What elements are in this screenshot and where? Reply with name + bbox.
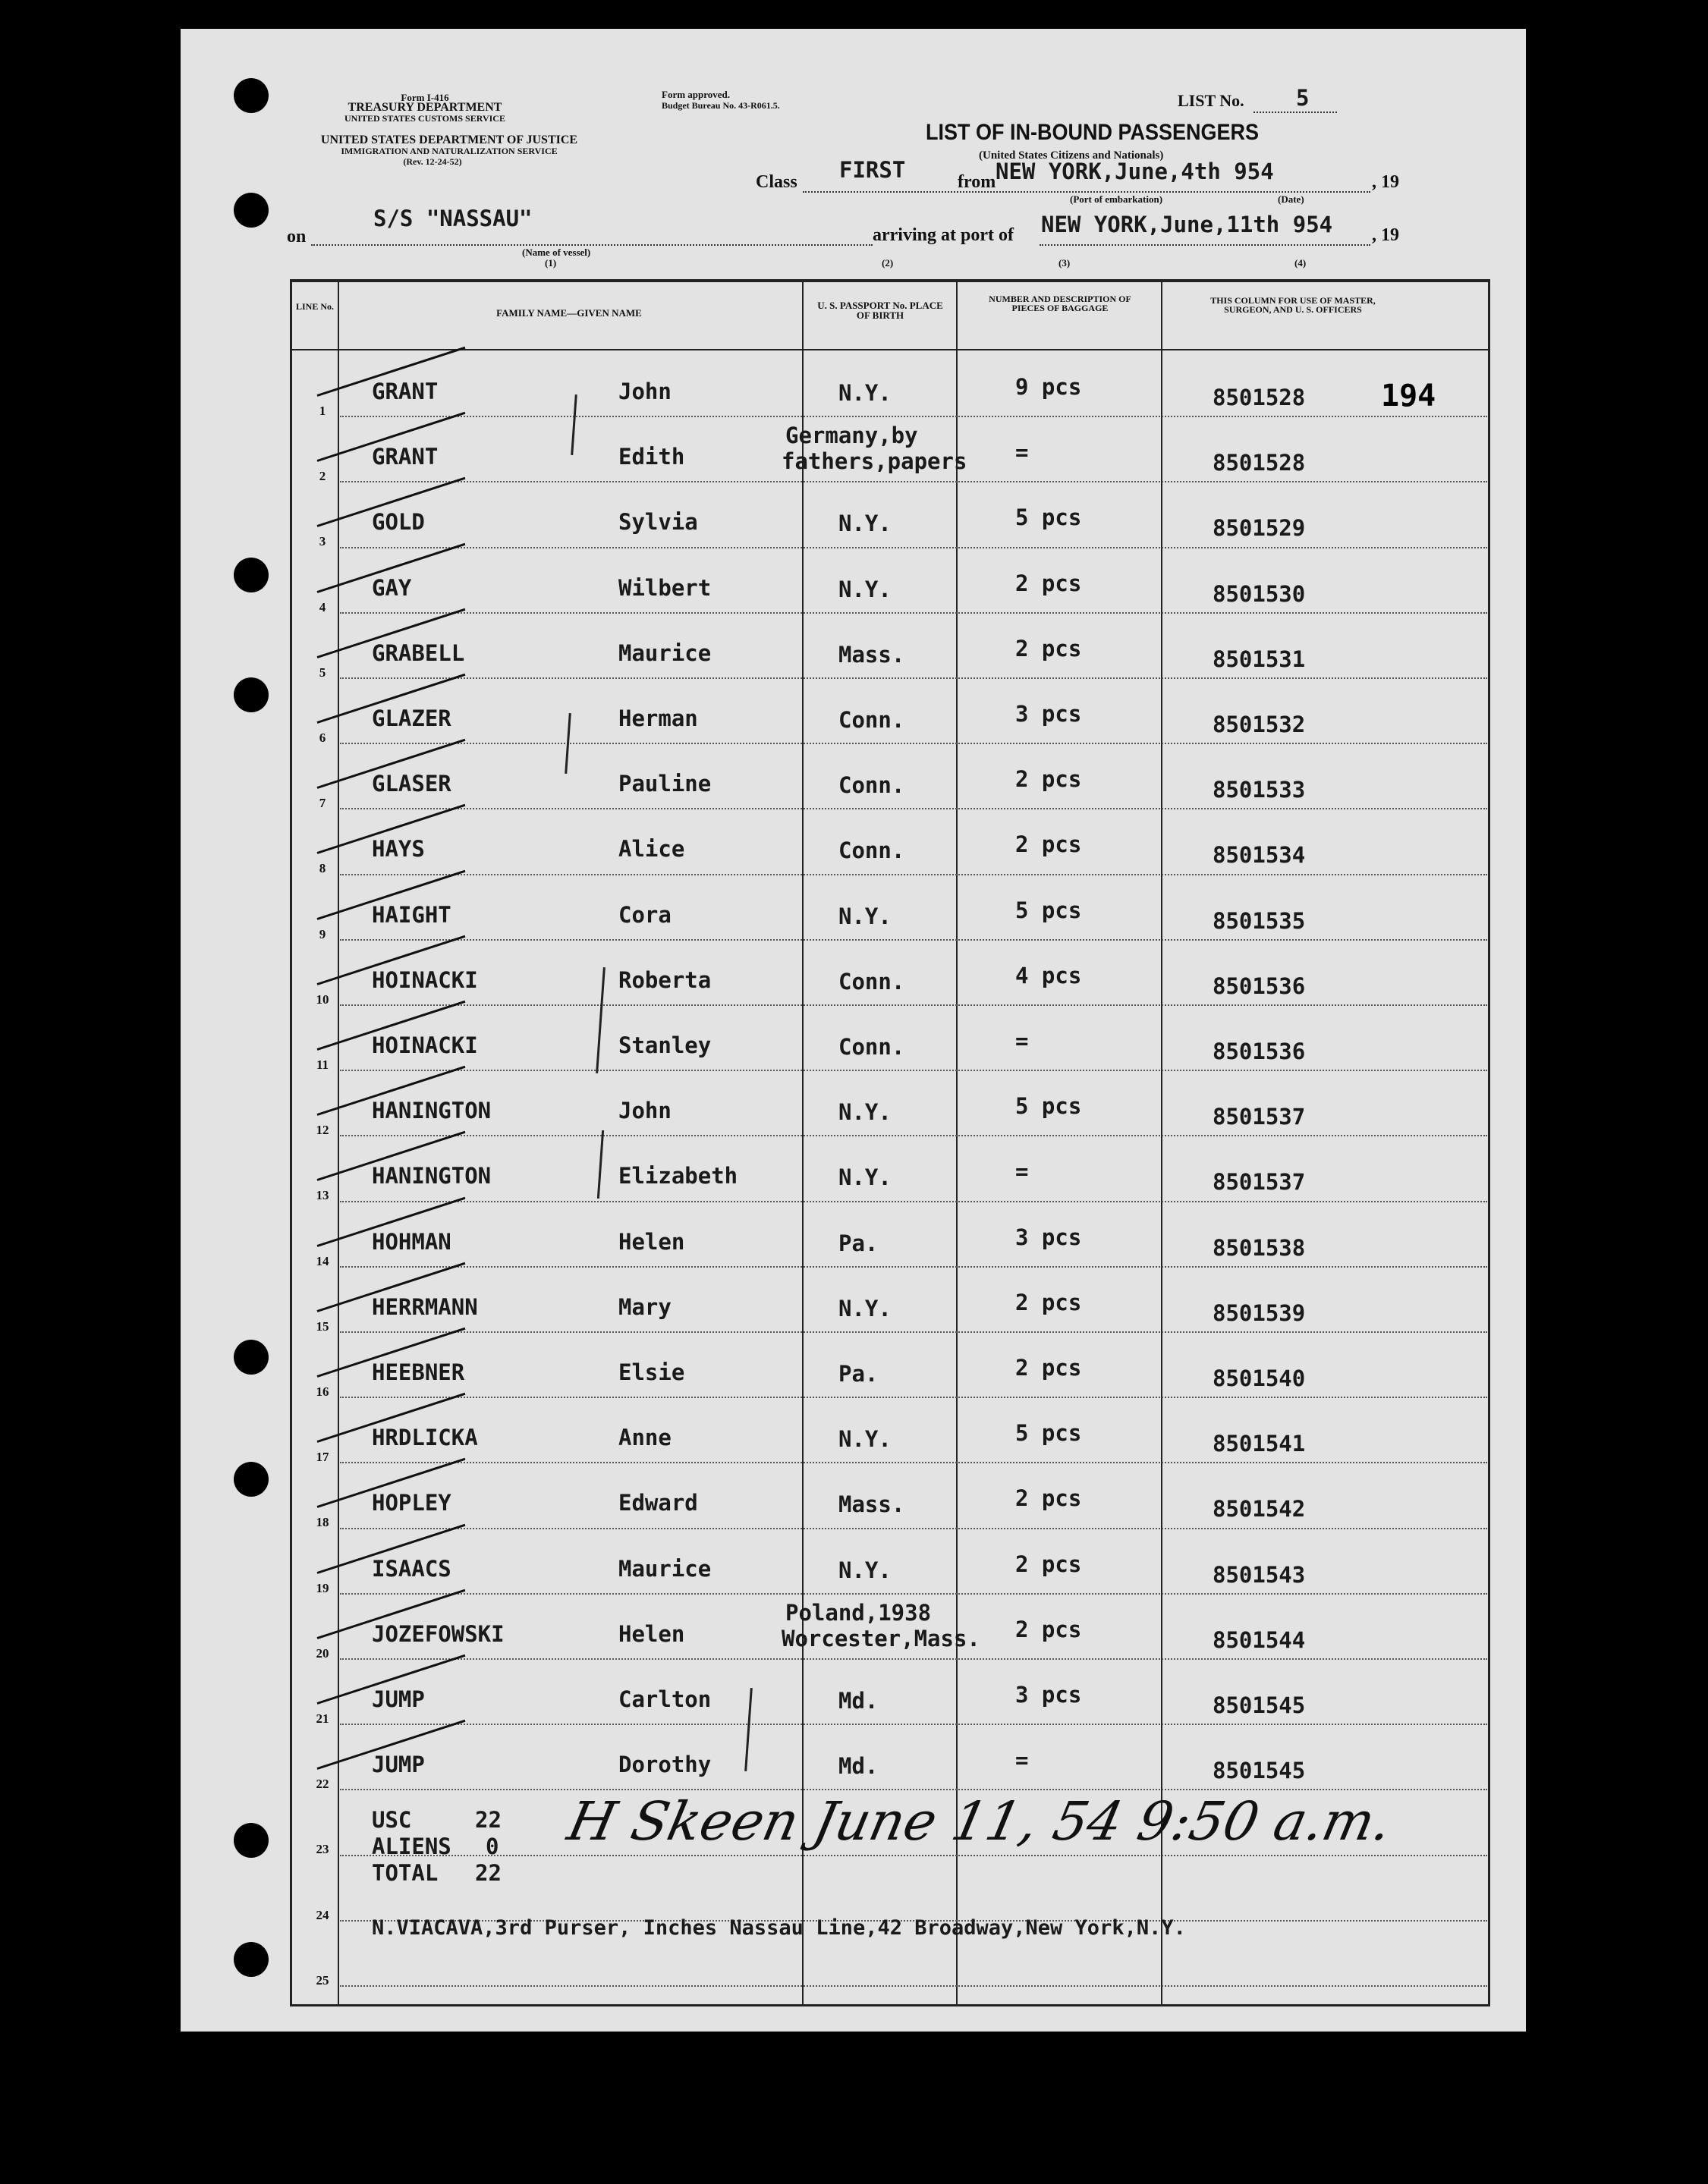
column-divider-baggage <box>956 279 958 2006</box>
family-name: HOPLEY <box>372 1490 451 1516</box>
given-name: Sylvia <box>618 509 698 535</box>
officer-code: 8501533 <box>1213 777 1306 803</box>
place-of-birth-line-2: Worcester,Mass. <box>782 1626 980 1651</box>
document-subtitle: (United States Citizens and Nationals) <box>979 149 1164 162</box>
given-name: Helen <box>618 1229 685 1255</box>
baggage-count: 2 pcs <box>1015 1290 1082 1315</box>
officer-code: 8501536 <box>1213 973 1306 999</box>
given-name: Roberta <box>618 967 712 993</box>
totals-aliens-label: ALIENS <box>372 1834 451 1859</box>
officer-code: 8501537 <box>1213 1104 1306 1130</box>
place-of-birth: Pa. <box>838 1230 879 1256</box>
line-number: 2 <box>319 469 326 483</box>
place-of-birth: N.Y. <box>838 1164 892 1190</box>
given-name: Pauline <box>618 771 712 797</box>
row-divider <box>340 481 1487 482</box>
place-of-birth: Conn. <box>838 772 905 798</box>
arriving-label: arriving at port of <box>873 225 1014 245</box>
line-number: 20 <box>316 1646 329 1661</box>
officer-code: 8501530 <box>1213 581 1306 607</box>
baggage-count: 3 pcs <box>1015 1682 1082 1708</box>
year-1: , 19 <box>1372 172 1399 192</box>
table-left-border <box>290 279 292 2006</box>
officer-code: 8501541 <box>1213 1431 1306 1457</box>
line-number: 22 <box>316 1777 329 1791</box>
place-of-birth: Md. <box>838 1688 879 1714</box>
baggage-count: 2 pcs <box>1015 1551 1082 1577</box>
budget-bureau: Budget Bureau No. 43-R061.5. <box>662 100 780 111</box>
department-of-justice: UNITED STATES DEPARTMENT OF JUSTICE <box>320 134 578 146</box>
given-name: Dorothy <box>618 1752 712 1777</box>
on-label: on <box>287 227 307 247</box>
officer-code: 8501545 <box>1213 1758 1306 1783</box>
row-divider <box>340 1658 1487 1660</box>
form-approved: Form approved. <box>662 89 731 100</box>
place-of-birth: Conn. <box>838 969 905 995</box>
baggage-count: 9 pcs <box>1015 374 1082 400</box>
officer-code: 8501537 <box>1213 1169 1306 1195</box>
place-of-birth: Conn. <box>838 1034 905 1060</box>
row-divider <box>340 939 1487 941</box>
list-no-underline <box>1253 112 1337 114</box>
given-name: Herman <box>618 705 698 731</box>
family-name: GLAZER <box>372 705 451 731</box>
line-number: 10 <box>316 992 329 1007</box>
row-divider <box>340 1985 1487 1987</box>
officer-code: 8501542 <box>1213 1496 1306 1522</box>
row-divider <box>340 874 1487 875</box>
officer-code: 8501540 <box>1213 1365 1306 1391</box>
family-name: GAY <box>372 575 412 601</box>
officer-code: 8501539 <box>1213 1300 1306 1326</box>
margin-annotation: 194 <box>1381 379 1436 413</box>
header-bottom-border <box>290 349 1490 350</box>
row-divider <box>340 1331 1487 1333</box>
vessel-name: S/S "NASSAU" <box>373 206 533 231</box>
family-name: JUMP <box>372 1752 425 1777</box>
row-divider <box>340 1528 1487 1529</box>
family-name: GLASER <box>372 771 451 797</box>
column-divider-passport <box>802 279 804 2006</box>
line-number: 3 <box>319 534 326 548</box>
class-label: Class <box>756 172 797 192</box>
totals-usc-value: 22 <box>475 1807 502 1833</box>
table-top-border <box>290 279 1490 282</box>
baggage-count: 3 pcs <box>1015 701 1082 727</box>
family-name: HOINACKI <box>372 1032 478 1058</box>
given-name: Maurice <box>618 640 712 666</box>
officer-code: 8501529 <box>1213 515 1306 541</box>
class-value: FIRST <box>839 157 906 183</box>
binder-hole <box>234 1942 269 1977</box>
line-number: 13 <box>316 1188 329 1202</box>
given-name: Elizabeth <box>618 1163 738 1189</box>
column-divider-line-no <box>338 279 339 2006</box>
family-name: GRABELL <box>372 640 465 666</box>
place-of-birth: Pa. <box>838 1361 879 1387</box>
column-header-name: FAMILY NAME—GIVEN NAME <box>496 307 642 319</box>
form-number: Form I-416 <box>401 92 449 103</box>
place-of-birth: N.Y. <box>838 903 892 929</box>
binder-hole <box>234 558 269 592</box>
family-name: HAYS <box>372 836 425 862</box>
place-of-birth: Conn. <box>838 707 905 733</box>
officer-code: 8501535 <box>1213 908 1306 934</box>
port-of-embarkation: NEW YORK,June,4th 954 <box>996 159 1274 184</box>
document-page <box>181 29 1526 2032</box>
purser-statement: N.VIACAVA,3rd Purser, Inches Nassau Line,42 Broadway,New York,N.Y. <box>372 1916 1186 1940</box>
line-number: 6 <box>319 731 326 745</box>
baggage-count: 2 pcs <box>1015 766 1082 792</box>
family-name: HOINACKI <box>372 967 478 993</box>
place-of-birth: N.Y. <box>838 1426 892 1452</box>
family-name: HAIGHT <box>372 902 451 928</box>
family-name: HANINGTON <box>372 1098 492 1123</box>
place-of-birth: Poland,1938 <box>785 1600 932 1626</box>
ins-service: IMMIGRATION AND NATURALIZATION SERVICE <box>341 146 558 156</box>
binder-hole <box>234 193 269 228</box>
row-divider <box>340 1593 1487 1595</box>
given-name: Alice <box>618 836 685 862</box>
row-divider <box>340 1135 1487 1136</box>
family-name: GRANT <box>372 444 439 470</box>
given-name: John <box>618 379 672 404</box>
arriving-port: NEW YORK,June,11th 954 <box>1041 212 1333 237</box>
given-name: Elsie <box>618 1359 685 1385</box>
baggage-count: 2 pcs <box>1015 1617 1082 1642</box>
officer-code: 8501543 <box>1213 1562 1306 1588</box>
row-divider <box>340 1201 1487 1202</box>
family-name: HOHMAN <box>372 1229 451 1255</box>
family-name: HEEBNER <box>372 1359 465 1385</box>
port-embark-caption: (Port of embarkation) <box>1070 193 1163 205</box>
family-name: HANINGTON <box>372 1163 492 1189</box>
officer-code: 8501532 <box>1213 712 1306 737</box>
row-divider <box>340 416 1487 417</box>
from-label: from <box>958 172 996 192</box>
row-divider <box>340 743 1487 744</box>
line-number: 7 <box>319 796 326 810</box>
document-title: LIST OF IN-BOUND PASSENGERS <box>926 120 1260 145</box>
baggage-count: = <box>1015 439 1029 465</box>
list-no-value: 5 <box>1296 85 1310 111</box>
baggage-count: 5 pcs <box>1015 504 1082 530</box>
column-header-officers: THIS COLUMN FOR USE OF MASTER, SURGEON, AND U. S. OFFICERS <box>1210 295 1376 315</box>
line-number: 18 <box>316 1515 329 1529</box>
line-number: 12 <box>316 1123 329 1137</box>
line-number: 9 <box>319 927 326 941</box>
date-caption: (Date) <box>1278 193 1304 205</box>
line-number: 4 <box>319 600 326 614</box>
officer-code: 8501536 <box>1213 1039 1306 1064</box>
list-no-label: LIST No. <box>1178 91 1244 110</box>
given-name: Mary <box>618 1294 672 1320</box>
revision-date: (Rev. 12-24-52) <box>403 156 462 167</box>
binder-hole <box>234 1340 269 1375</box>
place-of-birth: Md. <box>838 1753 879 1779</box>
line-number: 15 <box>316 1319 329 1334</box>
row-divider <box>340 1004 1487 1006</box>
family-name: GOLD <box>372 509 425 535</box>
row-divider <box>340 1462 1487 1463</box>
line-number: 21 <box>316 1711 329 1726</box>
totals-usc-label: USC <box>372 1807 412 1833</box>
totals-total-label: TOTAL <box>372 1860 439 1886</box>
officer-code: 8501528 <box>1213 385 1306 410</box>
arriving-underline <box>1040 244 1370 247</box>
baggage-count: = <box>1015 1747 1029 1773</box>
officer-code: 8501545 <box>1213 1692 1306 1718</box>
year-2: , 19 <box>1372 225 1399 245</box>
family-name: ISAACS <box>372 1556 451 1582</box>
row-divider <box>340 612 1487 614</box>
given-name: Stanley <box>618 1032 712 1058</box>
baggage-count: 2 pcs <box>1015 1355 1082 1381</box>
binder-hole <box>234 78 269 113</box>
line-number: 16 <box>316 1384 329 1399</box>
row-divider <box>340 808 1487 809</box>
place-of-birth: Conn. <box>838 837 905 863</box>
line-number: 24 <box>316 1908 329 1922</box>
caption-3: (3) <box>1058 257 1071 269</box>
caption-4: (4) <box>1294 257 1307 269</box>
family-name: HERRMANN <box>372 1294 478 1320</box>
given-name: Anne <box>618 1425 672 1450</box>
given-name: Edward <box>618 1490 698 1516</box>
baggage-count: 2 pcs <box>1015 831 1082 857</box>
row-divider <box>340 1855 1487 1856</box>
baggage-count: 5 pcs <box>1015 1420 1082 1446</box>
given-name: Maurice <box>618 1556 712 1582</box>
place-of-birth-line-2: fathers,papers <box>782 448 967 474</box>
handwritten-signature: H Skeen June 11, 54 9:50 a.m. <box>562 1790 1398 1852</box>
baggage-count: 4 pcs <box>1015 963 1082 988</box>
officer-code: 8501528 <box>1213 450 1306 476</box>
column-header-line-no: LINE No. <box>295 301 334 312</box>
family-name: JOZEFOWSKI <box>372 1621 505 1647</box>
given-name: Helen <box>618 1621 685 1647</box>
place-of-birth: Mass. <box>838 642 905 668</box>
customs-service: UNITED STATES CUSTOMS SERVICE <box>344 113 505 124</box>
baggage-count: 2 pcs <box>1015 570 1082 596</box>
given-name: Carlton <box>618 1686 712 1712</box>
line-number: 14 <box>316 1254 329 1268</box>
line-number: 8 <box>319 861 326 875</box>
row-divider <box>340 1397 1487 1398</box>
place-of-birth: N.Y. <box>838 1296 892 1321</box>
baggage-count: 2 pcs <box>1015 636 1082 661</box>
row-divider <box>340 547 1487 548</box>
place-of-birth: N.Y. <box>838 577 892 602</box>
place-of-birth: Germany,by <box>785 423 918 448</box>
line-number: 1 <box>319 404 326 418</box>
given-name: Edith <box>618 444 685 470</box>
line-number: 5 <box>319 665 326 680</box>
row-divider <box>340 1070 1487 1071</box>
baggage-count: = <box>1015 1158 1029 1184</box>
family-name: JUMP <box>372 1686 425 1712</box>
place-of-birth: N.Y. <box>838 511 892 536</box>
baggage-count: 3 pcs <box>1015 1224 1082 1250</box>
family-name: HRDLICKA <box>372 1425 478 1450</box>
line-number: 19 <box>316 1581 329 1595</box>
baggage-count: 5 pcs <box>1015 897 1082 923</box>
given-name: Wilbert <box>618 575 712 601</box>
officer-code: 8501544 <box>1213 1627 1306 1653</box>
baggage-count: = <box>1015 1028 1029 1054</box>
vessel-caption-number: (1) <box>545 257 557 269</box>
binder-hole <box>234 1462 269 1497</box>
table-bottom-border <box>290 2004 1490 2006</box>
binder-hole <box>234 677 269 712</box>
baggage-count: 2 pcs <box>1015 1485 1082 1511</box>
family-name: GRANT <box>372 379 439 404</box>
table-right-border <box>1488 279 1490 2006</box>
place-of-birth: N.Y. <box>838 380 892 406</box>
officer-code: 8501531 <box>1213 646 1306 672</box>
place-of-birth: Mass. <box>838 1491 905 1517</box>
officer-code: 8501538 <box>1213 1235 1306 1261</box>
given-name: John <box>618 1098 672 1123</box>
vessel-underline <box>311 244 873 247</box>
place-of-birth: N.Y. <box>838 1557 892 1583</box>
vessel-caption: (Name of vessel) <box>522 247 591 258</box>
row-divider <box>340 677 1487 679</box>
place-of-birth: N.Y. <box>838 1099 892 1125</box>
caption-2: (2) <box>882 257 894 269</box>
column-header-baggage: NUMBER AND DESCRIPTION OF PIECES OF BAGGAGE <box>989 294 1131 313</box>
column-header-passport: U. S. PASSPORT No. PLACE OF BIRTH <box>817 300 943 321</box>
line-number: 25 <box>316 1973 329 1988</box>
line-number: 11 <box>316 1057 329 1072</box>
totals-aliens-value: 0 <box>486 1834 499 1859</box>
treasury-department: TREASURY DEPARTMENT <box>348 101 502 114</box>
officer-code: 8501534 <box>1213 842 1306 868</box>
line-number: 23 <box>316 1842 329 1856</box>
totals-total-value: 22 <box>475 1860 502 1886</box>
row-divider <box>340 1724 1487 1725</box>
given-name: Cora <box>618 902 672 928</box>
baggage-count: 5 pcs <box>1015 1093 1082 1119</box>
binder-hole <box>234 1823 269 1858</box>
line-number: 17 <box>316 1450 329 1464</box>
row-divider <box>340 1266 1487 1268</box>
column-divider-officers <box>1161 279 1162 2006</box>
